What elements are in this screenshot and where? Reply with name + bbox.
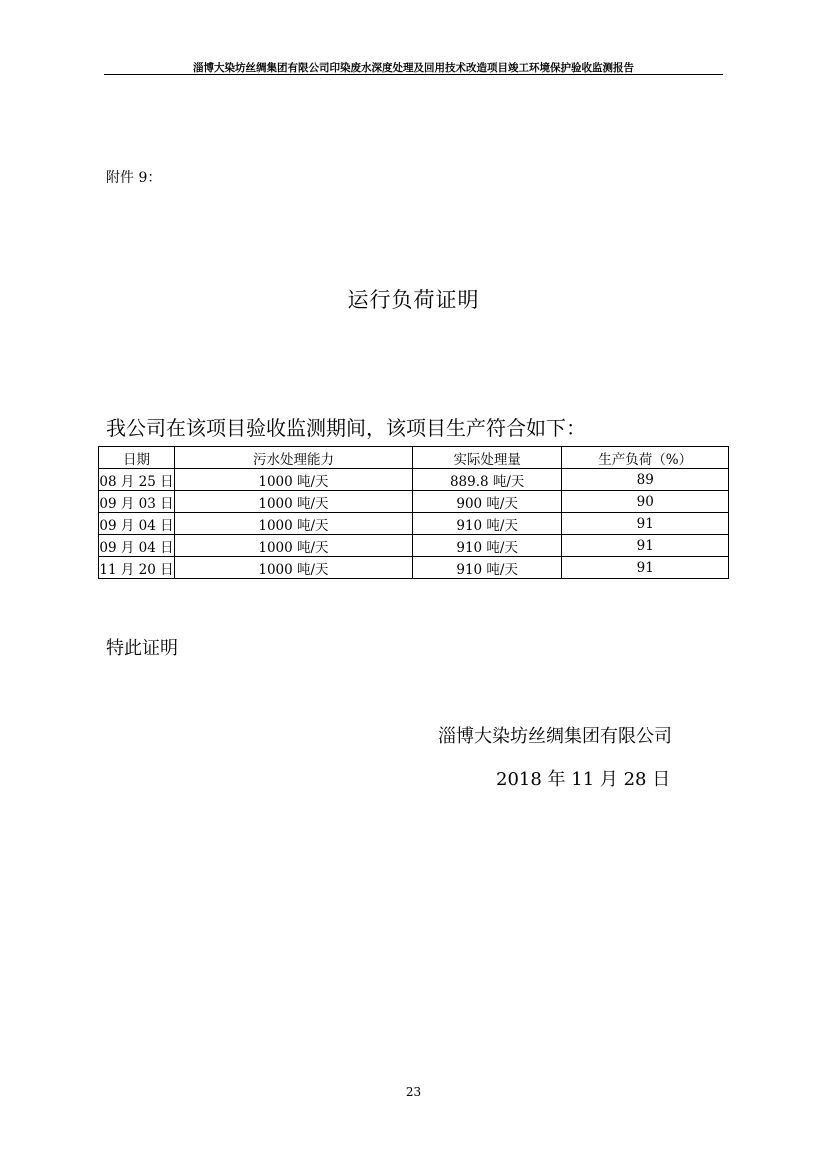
cell-actual: 910 吨/天 <box>412 557 562 579</box>
cell-actual: 910 吨/天 <box>412 535 562 557</box>
page-number: 23 <box>405 1085 422 1099</box>
document-title: 运行负荷证明 <box>347 288 480 312</box>
running-header: 淄博大染坊丝绸集团有限公司印染废水深度处理及回用技术改造项目竣工环境保护验收监测报告 <box>193 62 634 74</box>
cell-date: 08 月 25 日 <box>99 469 175 491</box>
cell-load: 90 <box>562 491 729 513</box>
table-header-row <box>99 447 729 469</box>
table-row <box>99 491 729 513</box>
certify-statement: 特此证明 <box>106 638 178 659</box>
cell-actual: 900 吨/天 <box>412 491 562 513</box>
cell-date: 09 月 04 日 <box>99 535 175 557</box>
cell-capacity: 1000 吨/天 <box>174 491 412 513</box>
table-row <box>99 469 729 491</box>
cell-load: 91 <box>562 513 729 535</box>
cell-actual: 910 吨/天 <box>412 513 562 535</box>
cell-capacity: 1000 吨/天 <box>174 535 412 557</box>
cell-load: 89 <box>562 469 729 491</box>
company-signature: 淄博大染坊丝绸集团有限公司 <box>438 726 672 747</box>
cell-capacity: 1000 吨/天 <box>174 469 412 491</box>
load-table <box>98 446 729 579</box>
cell-date: 09 月 04 日 <box>99 513 175 535</box>
header-actual: 实际处理量 <box>412 447 562 469</box>
cell-actual: 889.8 吨/天 <box>412 469 562 491</box>
intro-statement: 我公司在该项目验收监测期间，该项目生产符合如下： <box>106 416 586 440</box>
table-row <box>99 513 729 535</box>
signing-date: 2018 年 11 月 28 日 <box>496 769 671 790</box>
cell-load: 91 <box>562 535 729 557</box>
cell-load: 91 <box>562 557 729 579</box>
cell-date: 09 月 03 日 <box>99 491 175 513</box>
cell-capacity: 1000 吨/天 <box>174 557 412 579</box>
header-load: 生产负荷（%） <box>562 447 729 469</box>
cell-date: 11 月 20 日 <box>99 557 175 579</box>
header-date: 日期 <box>99 447 175 469</box>
table-row <box>99 535 729 557</box>
header-capacity: 污水处理能力 <box>174 447 412 469</box>
cell-capacity: 1000 吨/天 <box>174 513 412 535</box>
table-row <box>99 557 729 579</box>
header-rule <box>104 74 723 75</box>
attachment-label: 附件 9： <box>106 170 162 186</box>
